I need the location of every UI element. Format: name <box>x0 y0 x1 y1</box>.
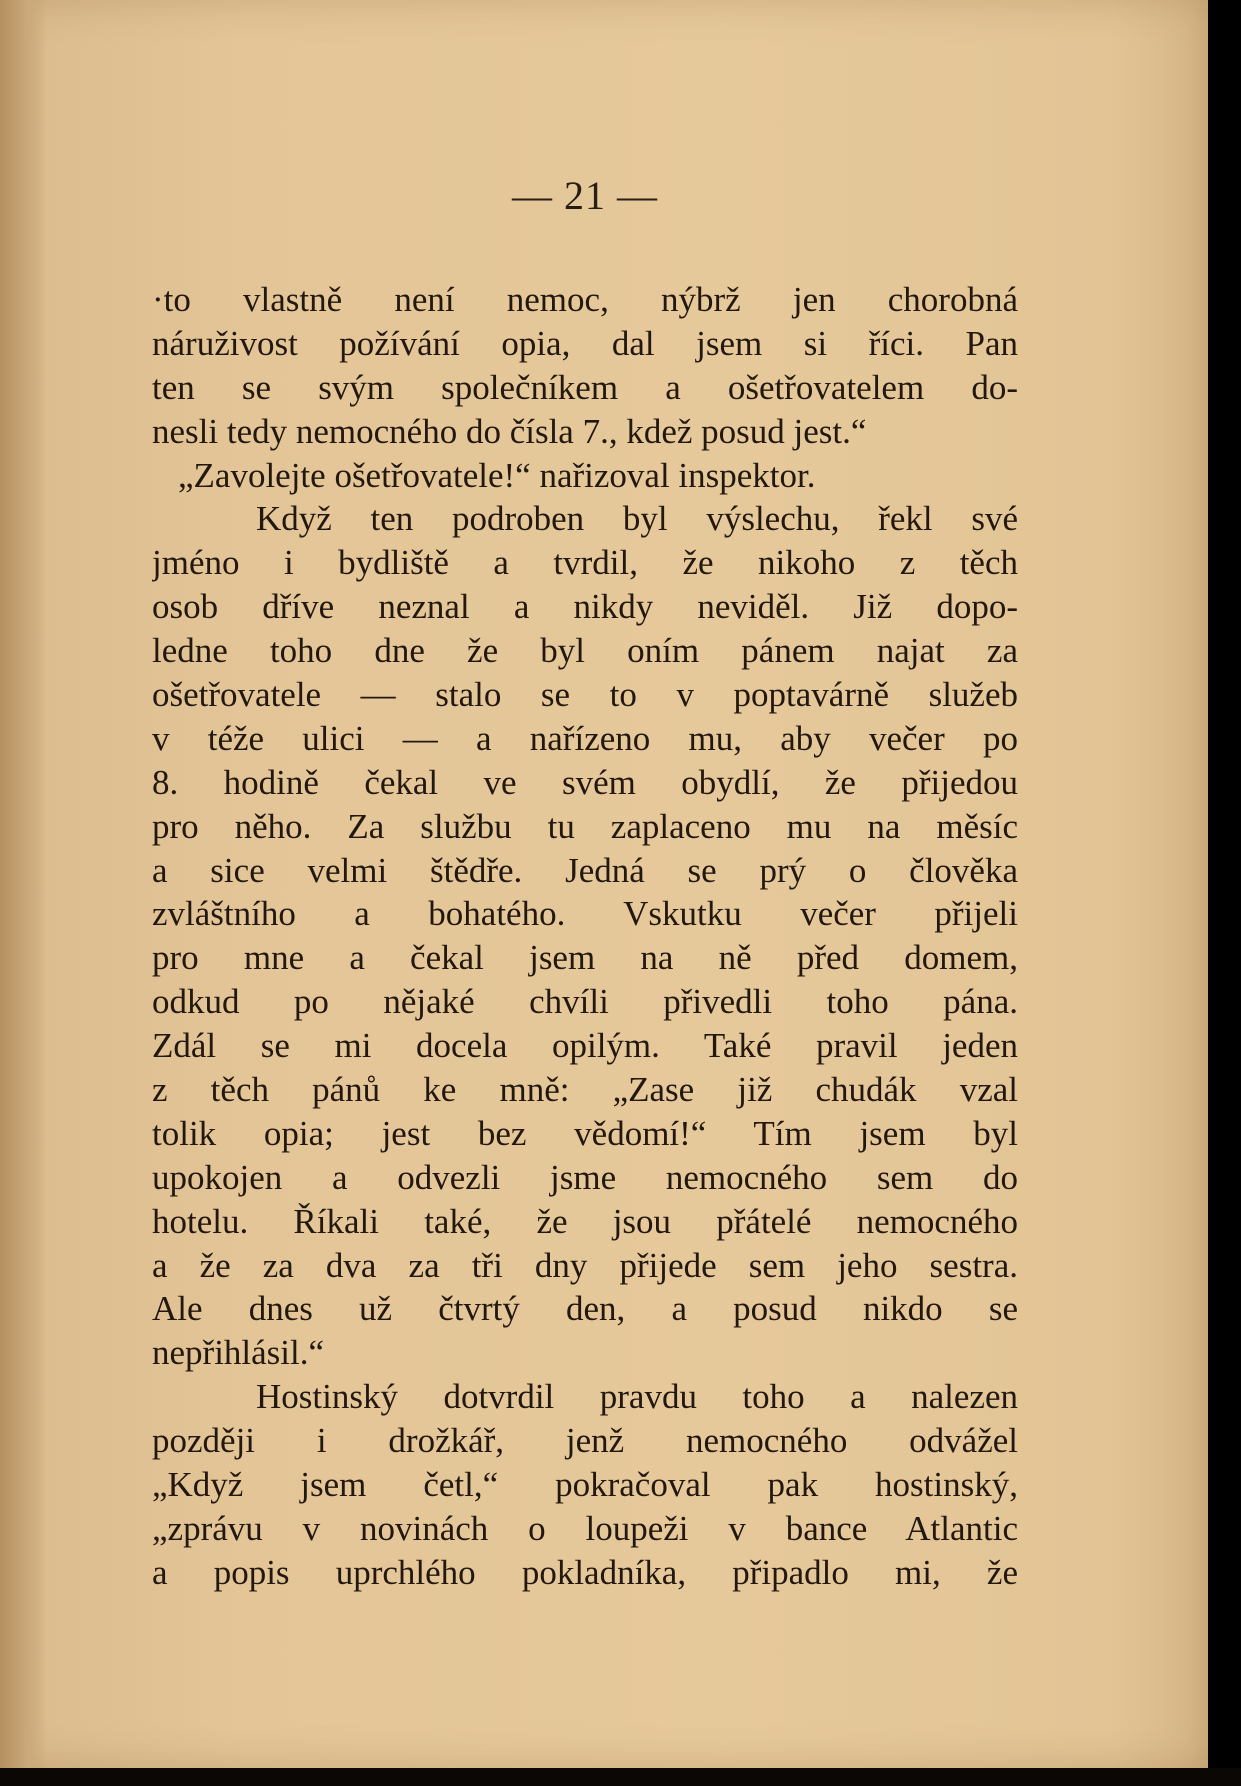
page-number: — 21 — <box>512 173 658 218</box>
text-line: nesli tedy nemocného do čísla 7., kdež posud jest.“ <box>152 411 867 451</box>
text-line: náruživost požívání opia, dal jsem si říci. Pan <box>152 323 1018 363</box>
text-line: jméno i bydliště a tvrdil, že nikoho z těch <box>152 543 1018 583</box>
text-line: „zprávu v novinách o loupeži v bance Atlantic <box>152 1508 1018 1548</box>
text-line: ledne toho dne že byl oním pánem najat za <box>152 631 1018 671</box>
text-line: hotelu. Říkali také, že jsou přátelé nemocného <box>152 1201 1018 1241</box>
text-line: Když ten podroben byl výslechu, řekl své <box>256 499 1018 539</box>
text-line: později i drožkář, jenž nemocného odvážel <box>152 1421 1018 1461</box>
text-line: pro něho. Za službu tu zaplaceno mu na měsíc <box>152 806 1018 846</box>
text-line: Zdál se mi docela opilým. Také pravil jeden <box>152 1026 1018 1066</box>
text-line: nepřihlásil.“ <box>152 1333 325 1373</box>
page-spine-shadow <box>0 0 46 1768</box>
text-line: a sice velmi štědře. Jedná se prý o člověka <box>152 850 1018 890</box>
body-text <box>152 278 1018 1595</box>
text-line: pro mne a čekal jsem na ně před domem, <box>152 938 1018 978</box>
text-line: odkud po nějaké chvíli přivedli toho pána. <box>152 982 1018 1022</box>
text-line: zvláštního a bohatého. Vskutku večer přijeli <box>152 894 1018 934</box>
text-line: a popis uprchlého pokladníka, připadlo mi, že <box>152 1552 1018 1592</box>
text-line: z těch pánů ke mně: „Zase již chudák vzal <box>152 1070 1018 1110</box>
text-line: Ale dnes už čtvrtý den, a posud nikdo se <box>152 1289 1018 1329</box>
text-line: tolik opia; jest bez vědomí!“ Tím jsem byl <box>152 1113 1018 1153</box>
text-line: a že za dva za tři dny přijede sem jeho sestra. <box>152 1245 1018 1285</box>
scan-border-bottom <box>0 1768 1241 1786</box>
text-line: „Když jsem četl,“ pokračoval pak hostinský, <box>152 1465 1018 1505</box>
text-line: Hostinský dotvrdil pravdu toho a nalezen <box>256 1377 1018 1417</box>
text-line: „Zavolejte ošetřovatele!“ nařizoval inspektor. <box>178 455 816 495</box>
text-line: 8. hodině čekal ve svém obydlí, že přijedou <box>152 762 1018 802</box>
text-line: upokojen a odvezli jsme nemocného sem do <box>152 1157 1018 1197</box>
text-line: osob dříve neznal a nikdy neviděl. Již dopo- <box>152 587 1018 627</box>
text-line: ošetřovatele — stalo se to v poptavárně služeb <box>152 675 1018 715</box>
scan-border-right <box>1208 0 1241 1786</box>
text-line: ten se svým společníkem a ošetřovatelem do- <box>152 367 1018 407</box>
text-line: ·to vlastně není nemoc, nýbrž jen chorobná <box>152 280 1018 319</box>
text-line: v téže ulici — a nařízeno mu, aby večer po <box>152 718 1018 758</box>
